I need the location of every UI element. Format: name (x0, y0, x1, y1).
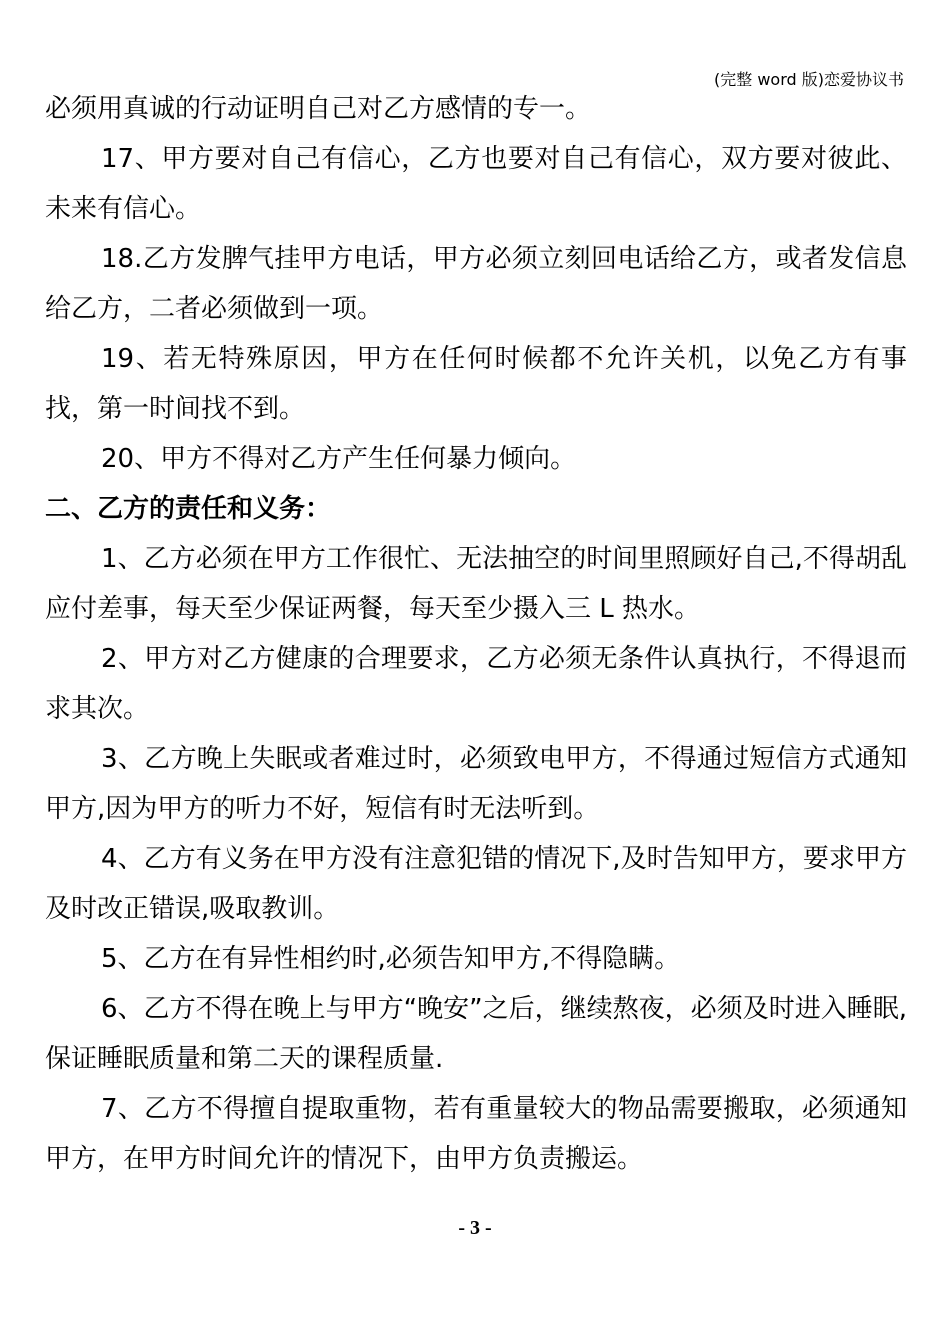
clause-b-4: 4、乙方有义务在甲方没有注意犯错的情况下,及时告知甲方，要求甲方及时改正错误,吸取教训。 (45, 844, 907, 924)
paragraph-continuation: 必须用真诚的行动证明自己对乙方感情的专一。 (45, 94, 592, 124)
section-heading-party-b: 二、乙方的责任和义务： (45, 494, 332, 524)
clause-b-5: 5、乙方在有异性相约时,必须告知甲方,不得隐瞒。 (101, 944, 681, 974)
page-number: - 3 - (458, 1217, 492, 1239)
clause-b-3: 3、乙方晚上失眠或者难过时，必须致电甲方，不得通过短信方式通知甲方,因为甲方的听力不好，短信有时无法听到。 (45, 744, 907, 824)
clause-19: 19、若无特殊原因，甲方在任何时候都不允许关机，以免乙方有事找，第一时间找不到。 (45, 344, 907, 424)
clause-18: 18.乙方发脾气挂甲方电话，甲方必须立刻回电话给乙方，或者发信息给乙方，二者必须做到一项。 (45, 244, 907, 324)
clause-b-6: 6、乙方不得在晚上与甲方“晚安”之后，继续熬夜，必须及时进入睡眠,保证睡眠质量和第二天的课程质量. (45, 994, 907, 1074)
clause-20: 20、甲方不得对乙方产生任何暴力倾向。 (101, 444, 577, 474)
running-header: (完整 word 版)恋爱协议书 (714, 70, 904, 89)
clause-b-1: 1、乙方必须在甲方工作很忙、无法抽空的时间里照顾好自己,不得胡乱应付差事，每天至少保证两餐，每天至少摄入三 L 热水。 (45, 544, 907, 624)
clause-b-7: 7、乙方不得擅自提取重物，若有重量较大的物品需要搬取，必须通知甲方，在甲方时间允许的情况下，由甲方负责搬运。 (45, 1094, 907, 1174)
clause-17: 17、甲方要对自己有信心，乙方也要对自己有信心，双方要对彼此、未来有信心。 (45, 144, 907, 224)
document-body (45, 84, 907, 1184)
clause-b-2: 2、甲方对乙方健康的合理要求，乙方必须无条件认真执行，不得退而求其次。 (45, 644, 907, 724)
